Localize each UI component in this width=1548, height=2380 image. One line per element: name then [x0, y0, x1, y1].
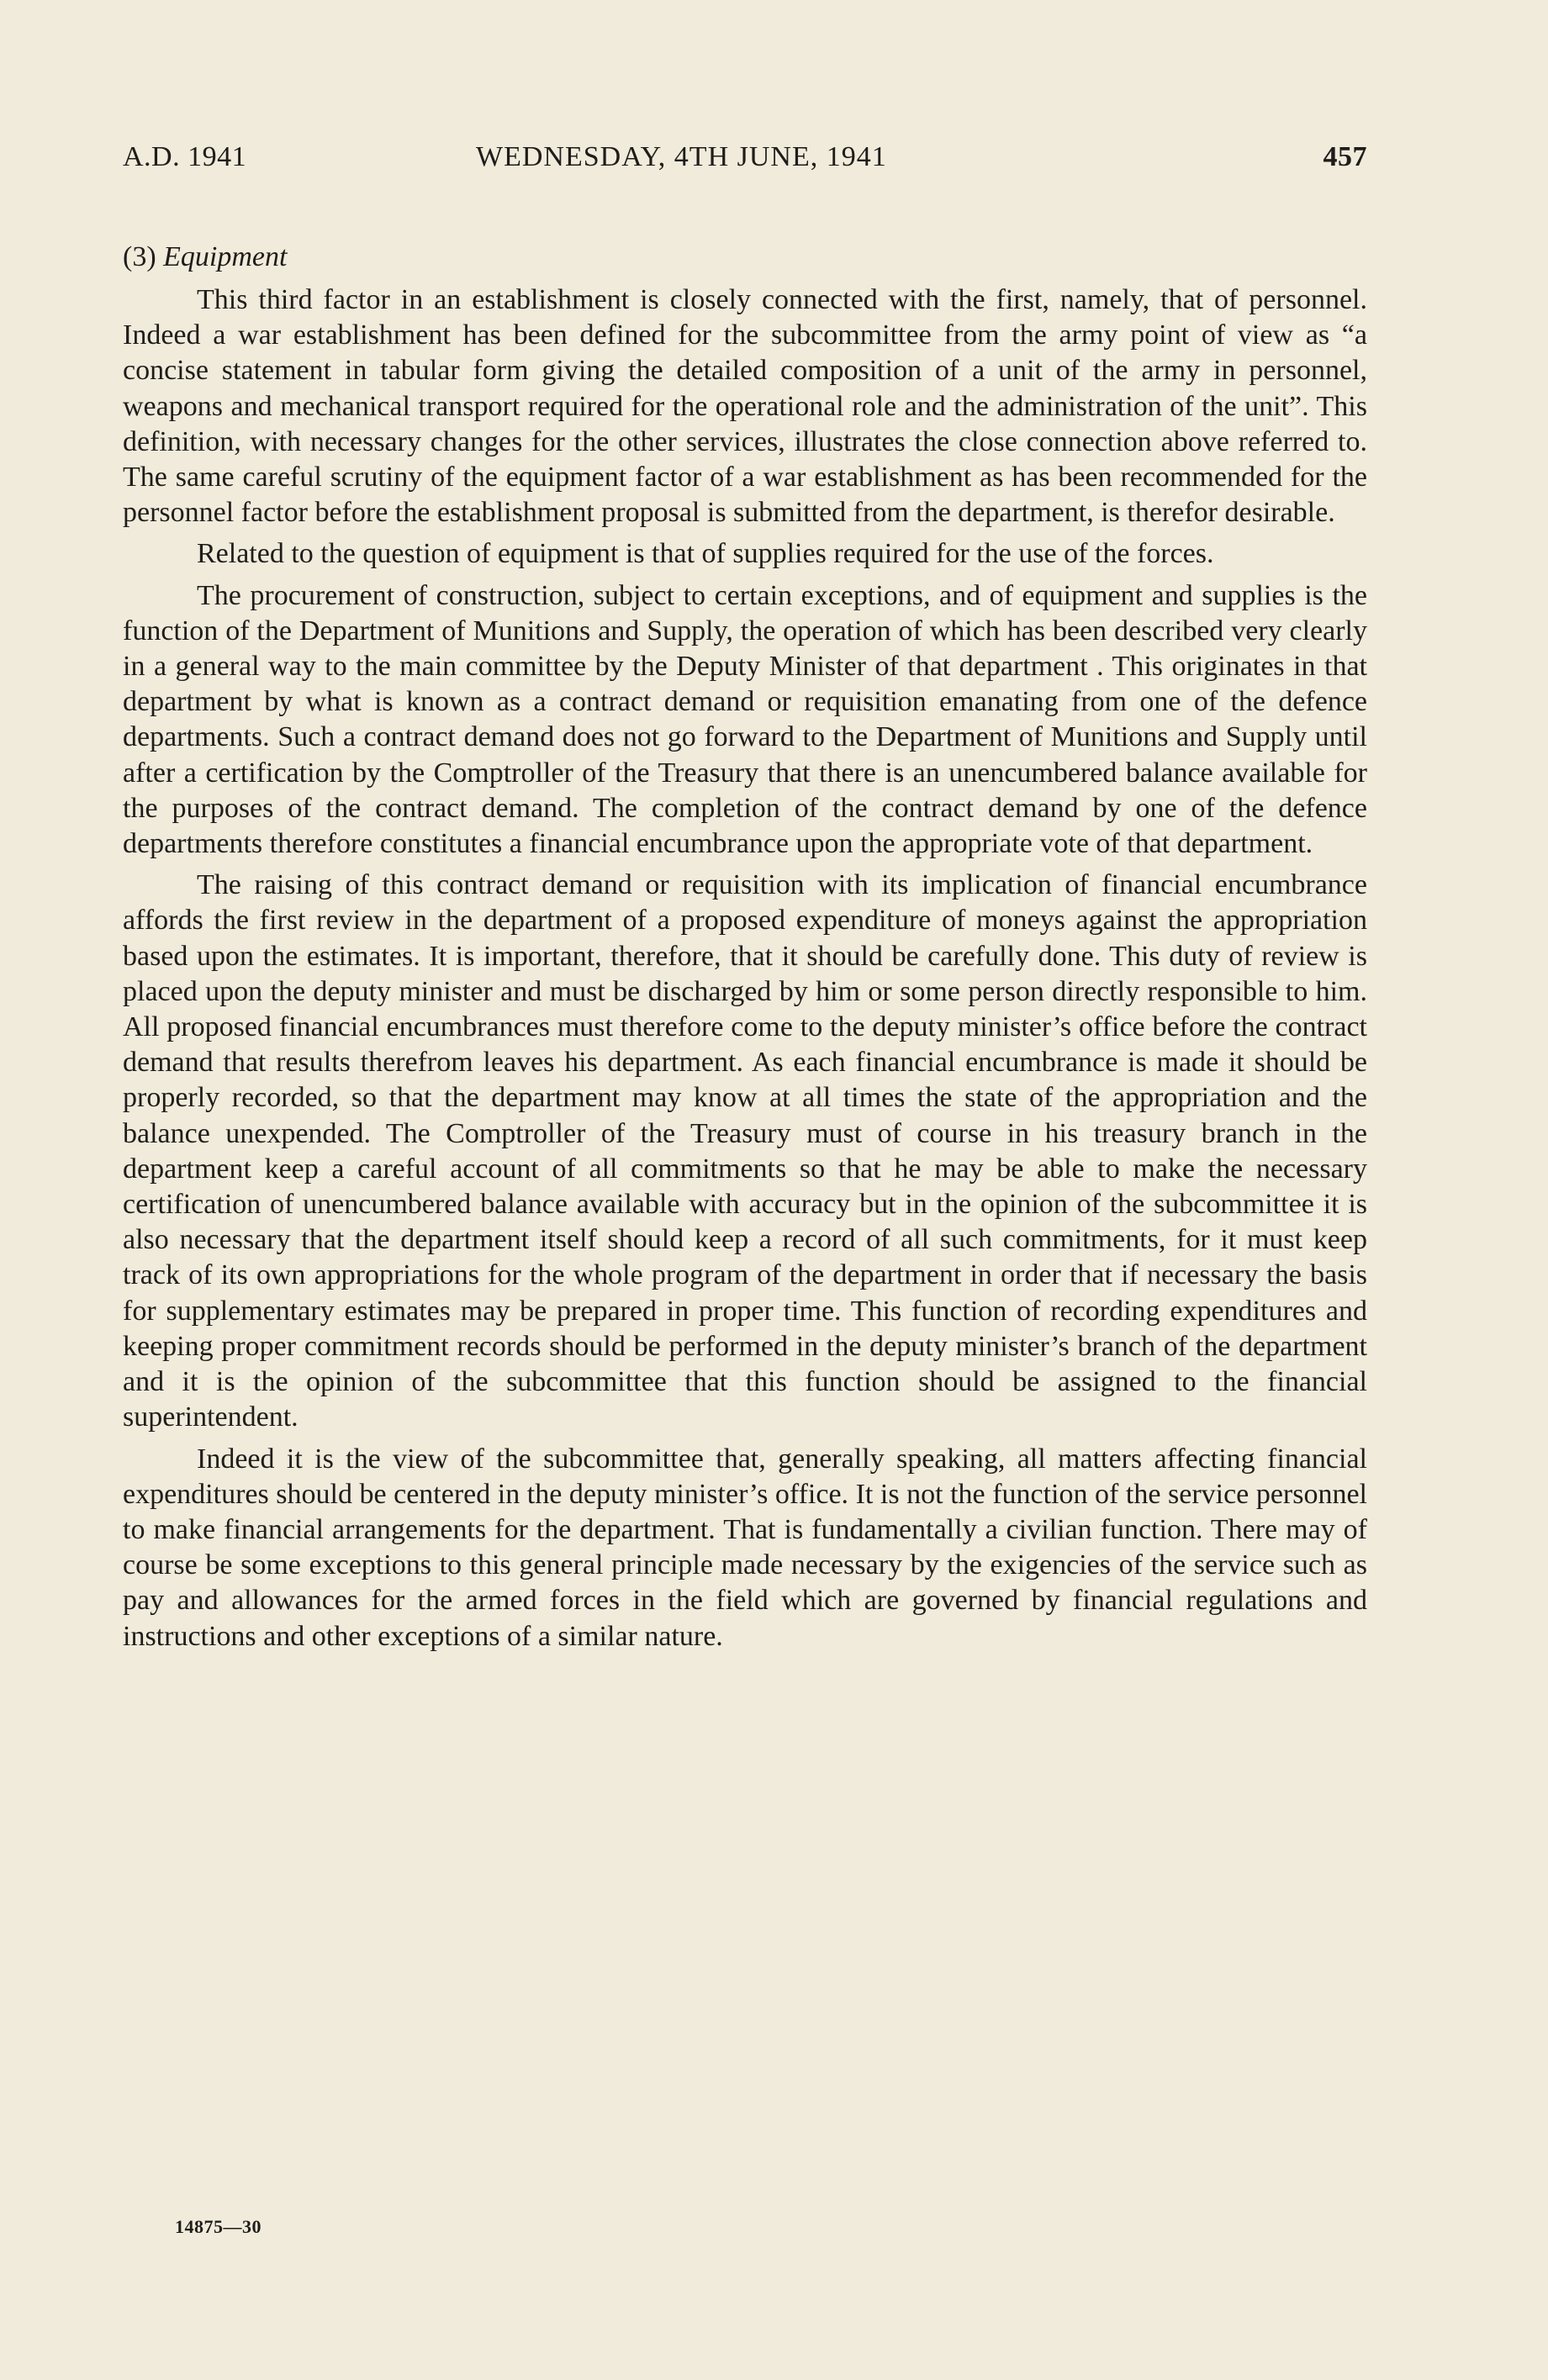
paragraph: Related to the question of equipment is that of supplies required for the use of the forces.	[197, 538, 1214, 570]
paragraph: The raising of this contract demand or requisition with its implication of financial encumbrance affords the first review in the department of a proposed expenditure of moneys against the appropriation based upon the estimates. It is important, therefore, that it should be carefully done. This duty of review is placed upon the deputy minister and must be discharged by him or some person directly responsible to him. All proposed financial encumbrances must therefore come to the deputy minister’s office before the contract demand that results therefrom leaves his department. As each financial encumbrance is made it should be properly recorded, so that the department may know at all times the state of the appropriation and the balance unexpended. The Comptroller of the Treasury must of course in his treasury branch in the department keep a careful account of all commitments so that he may be able to make the necessary certification of unencumbered balance available with accuracy but in the opinion of the subcommittee it is also necessary that the department itself should keep a record of all such commitments, for it must keep track of its own appropriations for the whole program of the department in order that if necessary the basis for supplementary estimates may be prepared in proper time. This function of recording expenditures and keeping proper commitment records should be performed in the deputy minister’s branch of the department and it is the opinion of the subcommittee that this function should be assigned to the financial superintendent.	[123, 869, 1367, 1433]
print-code: 14875—30	[175, 2216, 262, 2237]
paragraph: Indeed it is the view of the subcommittee that, generally speaking, all matters affecting financial expenditures should be centered in the deputy minister’s office. It is not the function of the service personnel to make financial arrangements for the department. That is fundamentally a civilian function. There may of course be some exceptions to this general principle made necessary by the exigencies of the service such as pay and allowances for the armed forces in the field which are governed by financial regulations and instructions and other exceptions of a similar nature.	[123, 1443, 1367, 1652]
section-number: (3)	[123, 241, 156, 272]
section-title: Equipment	[163, 241, 288, 272]
running-header	[123, 141, 1367, 183]
body-text	[123, 282, 1367, 1660]
document-page	[123, 0, 1367, 2380]
paragraph: This third factor in an establishment is closely connected with the first, namely, that of personnel. Indeed a war establishment has been defined for the subcommittee from the army point of view as “a concise statement in tabular form giving the detailed composition of a unit of the army in personnel, weapons and mechanical transport required for the operational role and the administration of the unit”. This definition, with necessary changes for the other services, illustrates the close connection above referred to. The same careful scrutiny of the equipment factor of a war establishment as has been recommended for the personnel factor before the establishment proposal is submitted from the department, is therefor desirable.	[123, 284, 1367, 529]
header-date: A.D. 1941	[123, 141, 247, 172]
section-heading	[123, 241, 287, 273]
page-number: 457	[1323, 141, 1367, 172]
paragraph: The procurement of construction, subject to certain exceptions, and of equipment and supplies is the function of the Department of Munitions and Supply, the operation of which has been described very clearly in a general way to the main committee by the Deputy Minister of that department . This originates in that department by what is known as a contract demand or requisition emanating from one of the defence departments. Such a contract demand does not go forward to the Department of Munitions and Supply until after a certification by the Comptroller of the Treasury that there is an unencumbered balance available for the purposes of the contract demand. The completion of the contract demand by one of the defence departments therefore constitutes a financial encumbrance upon the appropriate vote of that department.	[123, 579, 1367, 860]
header-session-date: WEDNESDAY, 4TH JUNE, 1941	[476, 141, 887, 172]
